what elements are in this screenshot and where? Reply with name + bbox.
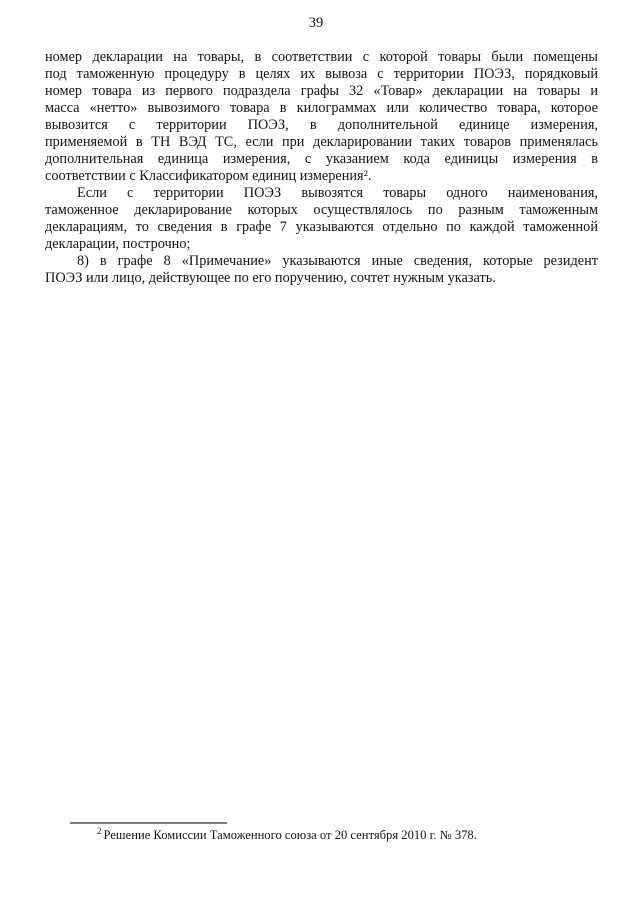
body-line: таможенное декларирование которых осуществлялось по разным таможенным: [45, 202, 598, 218]
footnote-marker: 2: [97, 825, 102, 836]
body-line: вывозится с территории ПОЭЗ, в дополнительной единице измерения,: [45, 117, 598, 133]
footnote: [70, 827, 595, 843]
body-line: соответствии с Классификатором единиц измерения².: [45, 168, 372, 184]
footnote-text: Решение Комиссии Таможенного союза от 20 сентября 2010 г. № 378.: [103, 828, 477, 842]
body-text: [45, 49, 598, 287]
body-line: дополнительная единица измерения, с указанием кода единицы измерения в: [45, 151, 598, 167]
body-line: применяемой в ТН ВЭД ТС, если при декларировании таких товаров применялась: [45, 134, 598, 150]
body-line: декларации, построчно;: [45, 236, 191, 252]
body-line: масса «нетто» вывозимого товара в килограммах или количество товара, которое: [45, 100, 598, 116]
body-line: Если с территории ПОЭЗ вывозятся товары одного наименования,: [77, 185, 598, 201]
page-number: 39: [308, 15, 324, 31]
body-line: ПОЭЗ или лицо, действующее по его поручению, сочтет нужным указать.: [45, 270, 496, 286]
body-line: номер товара из первого подраздела графы 32 «Товар» декларации на товары и: [45, 83, 598, 99]
body-line: декларациям, то сведения в графе 7 указываются отдельно по каждой таможенной: [45, 219, 598, 235]
footnote-separator: [70, 822, 227, 824]
body-line: 8) в графе 8 «Примечание» указываются иные сведения, которые резидент: [77, 253, 598, 269]
body-line: под таможенную процедуру в целях их вывоза с территории ПОЭЗ, порядковый: [45, 66, 598, 82]
body-line: номер декларации на товары, в соответствии с которой товары были помещены: [45, 49, 598, 65]
